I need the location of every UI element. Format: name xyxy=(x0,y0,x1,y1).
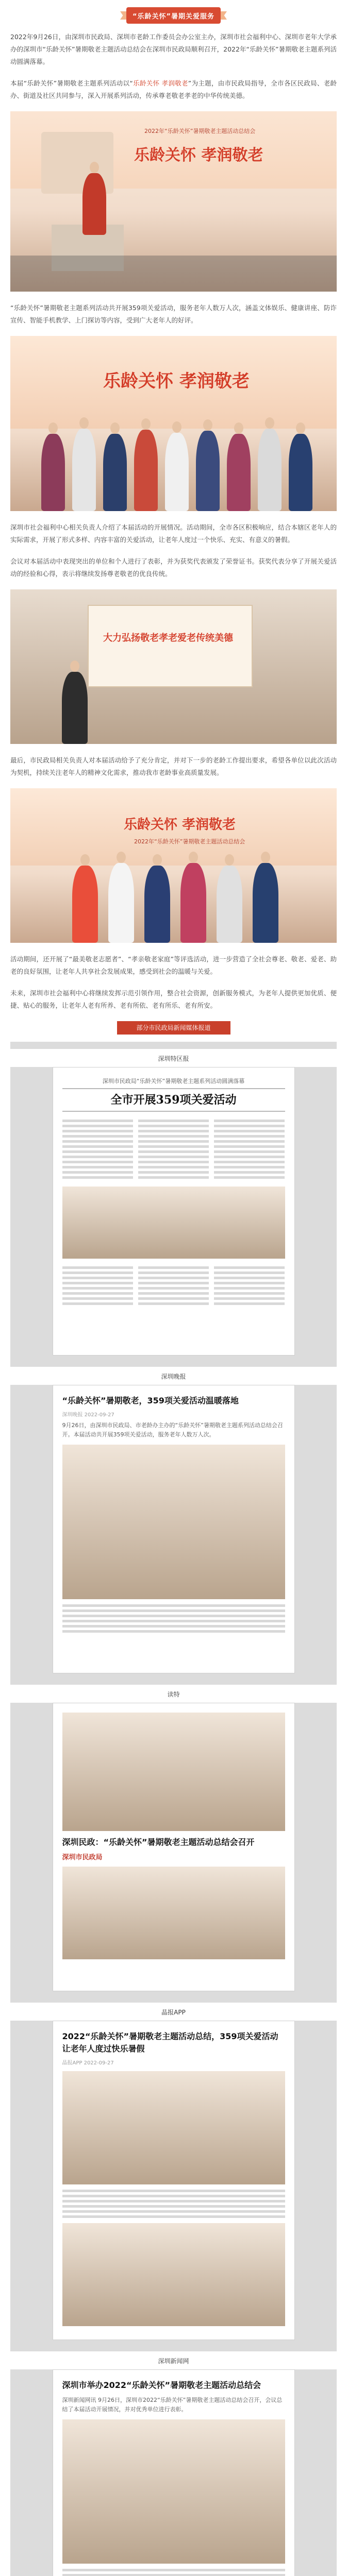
news-headline: “乐龄关怀”暑期敬老，359项关爱活动温暖落地 xyxy=(62,1396,239,1405)
news-photo xyxy=(62,1445,285,1599)
award-backdrop-text: 乐龄关怀 孝润敬老 xyxy=(124,817,236,833)
person xyxy=(41,434,65,511)
text-column xyxy=(214,1264,285,1308)
media-source-label: 深圳特区报 xyxy=(10,1049,337,1067)
body-paragraph-7: 最后，市民政局相关负责人对本届活动给予了充分肯定，并对下一步的老龄工作提出要求，希望各单位以此次活动为契机，持续关注老年人的精神文化需求，推动我市老龄事业高质量发展。 xyxy=(10,756,337,776)
news-headline: 深圳民政：“乐龄关怀”暑期敬老主题活动总结会召开 xyxy=(62,1837,255,1847)
body-paragraph-8: 活动期间，还开展了“最美敬老志愿者”、“孝亲敬老家庭”等评选活动，进一步营造了全社会尊老、敬老、爱老、助老的良好氛围，让老年人共享社会发展成果，感受到社会的温暖与关爱。 xyxy=(10,955,337,975)
intro-p2-highlight: 乐龄关怀 孝润敬老 xyxy=(133,79,188,87)
text-column xyxy=(138,1117,209,1181)
projection-screen xyxy=(88,605,253,687)
person xyxy=(196,431,220,511)
person xyxy=(103,434,127,511)
person xyxy=(165,433,189,511)
news-article-card[interactable] xyxy=(53,1703,295,1991)
person xyxy=(72,429,96,511)
person xyxy=(144,866,170,943)
stage-banner-text: 乐龄关怀 孝润敬老 xyxy=(134,146,263,164)
text-column xyxy=(62,1117,133,1181)
event-photo-slide xyxy=(10,589,337,744)
media-source-label: 深圳晚报 xyxy=(10,1367,337,1385)
intro-p2-prefix: 本届“乐龄关怀”暑期敬老主题系列活动以“ xyxy=(10,79,133,87)
text-block xyxy=(62,1604,285,1633)
intro-paragraph-2 xyxy=(0,77,347,102)
award-photo xyxy=(10,788,337,943)
clipping-columns xyxy=(62,1117,285,1181)
person xyxy=(108,863,134,943)
intro-paragraph-1: 2022年9月26日，由深圳市民政局、深圳市老龄工作委员会办公室主办，深圳市社会福利中心、深圳市老年大学承办的深圳市“乐龄关怀”暑期敬老主题活动总结会在深圳市民政局顺利召开，2022年“乐龄关怀”暑期敬老主题系列活动圆满落幕。 xyxy=(10,33,337,65)
clipping-columns-2 xyxy=(62,1264,285,1308)
news-photo xyxy=(62,2419,285,2564)
event-photo-stage xyxy=(10,111,337,292)
intro-p2-suffix: ”为主题，由市民政局指导，全市各区民政局、老龄办、街道及社区共同参与，深入开展系列活动，传承尊老敬老孝老的中华传统美德。 xyxy=(10,79,337,99)
person xyxy=(253,863,278,943)
body-paragraph-4: “乐龄关怀”暑期敬老主题系列活动共开展359项关爱活动，服务老年人数万人次，涵盖文体娱乐、健康讲座、防诈宣传、智能手机教学、上门探访等内容，受到广大老年人的好评。 xyxy=(10,304,337,324)
person xyxy=(180,863,206,943)
section-ribbon-label: “乐龄关怀”暑期关爱服务 xyxy=(132,12,215,21)
clipping-pre-headline: 深圳市民政局“乐龄关怀”暑期敬老主题系列活动圆满落幕 xyxy=(102,1078,245,1084)
news-article-card[interactable] xyxy=(53,1385,295,1673)
media-source-label: 晶报APP xyxy=(10,2003,337,2021)
news-body: 深圳新闻网讯 9月26日，深圳市2022“乐龄关怀”暑期敬老主题活动总结会召开，会议总结了本届活动开展情况，并对优秀单位进行表彰。 xyxy=(62,2397,283,2413)
news-article-card[interactable] xyxy=(53,2369,295,2576)
divider xyxy=(62,1111,285,1112)
section-ribbon xyxy=(126,7,221,24)
person xyxy=(258,429,282,511)
news-body: 9月26日，由深圳市民政局、市老龄办主办的“乐龄关怀”暑期敬老主题系列活动总结会召开。本届活动共开展359项关爱活动，服务老年人数万人次。 xyxy=(62,1422,283,1438)
news-headline: 深圳市举办2022“乐龄关怀”暑期敬老主题活动总结会 xyxy=(62,2380,261,2390)
news-meta: 晶报APP 2022-09-27 xyxy=(62,2060,114,2066)
media-source-label: 读特 xyxy=(10,1685,337,1703)
person xyxy=(134,430,158,511)
clipping-headline: 全市开展359项关爱活动 xyxy=(110,1093,237,1107)
stage-banner-top: 2022年“乐龄关怀”暑期敬老主题活动总结会 xyxy=(144,128,256,134)
media-clippings xyxy=(10,1042,337,2576)
divider xyxy=(62,1088,285,1089)
person xyxy=(72,866,98,943)
section-header xyxy=(0,0,347,31)
audience-row xyxy=(10,256,337,292)
news-photo xyxy=(62,2071,285,2184)
text-column xyxy=(62,1264,133,1308)
body-paragraph-9: 未来，深圳市社会福利中心将继续发挥示范引领作用，整合社会资源，创新服务模式，为老年人提供更加优质、便捷、贴心的服务，让老年人老有所养、老有所依、老有所乐、老有所安。 xyxy=(10,989,337,1009)
text-column xyxy=(138,1264,209,1308)
person xyxy=(289,434,312,511)
media-section-tag: 部分市民政局新闻媒体报道 xyxy=(117,1021,230,1035)
news-photo-2 xyxy=(62,2223,285,2326)
projection-text: 大力弘扬敬老孝老爱老传统美德 xyxy=(103,633,233,643)
news-photo-2 xyxy=(62,1867,285,1959)
group-photo-1 xyxy=(10,336,337,511)
text-block xyxy=(62,2569,285,2576)
news-meta: 深圳晚报 2022-09-27 xyxy=(62,1412,114,1418)
body-paragraph-6: 会议对本届活动中表现突出的单位和个人进行了表彰，并为获奖代表颁发了荣誉证书。获奖代表分享了开展关爱活动的经验和心得，表示将继续发扬尊老敬老的优良传统。 xyxy=(10,557,337,578)
person xyxy=(62,672,88,744)
news-headline: 2022“乐龄关怀”暑期敬老主题活动总结，359项关爱活动让老年人度过快乐暑假 xyxy=(62,2031,278,2054)
backdrop-text: 乐龄关怀 孝润敬老 xyxy=(103,371,250,392)
body-paragraph-5: 深圳市社会福利中心相关负责人介绍了本届活动的开展情况。活动期间，全市各区积极响应，结合本辖区老年人的实际需求，开展了形式多样、内容丰富的关爱活动，让老年人度过一个快乐、充实、有意义的暑假。 xyxy=(10,523,337,544)
person xyxy=(217,866,242,943)
news-article-card[interactable] xyxy=(53,2021,295,2340)
clipping-photo xyxy=(62,1187,285,1259)
text-column xyxy=(214,1117,285,1181)
newspaper-clipping[interactable] xyxy=(53,1067,295,1355)
speaker xyxy=(82,173,106,235)
news-brand: 深圳市民政局 xyxy=(62,1854,103,1861)
person xyxy=(227,434,251,511)
news-photo xyxy=(62,1713,285,1831)
award-backdrop-sub: 2022年“乐龄关怀”暑期敬老主题活动总结会 xyxy=(134,838,245,845)
media-source-label: 深圳新闻网 xyxy=(10,2351,337,2369)
text-block xyxy=(62,2190,285,2218)
